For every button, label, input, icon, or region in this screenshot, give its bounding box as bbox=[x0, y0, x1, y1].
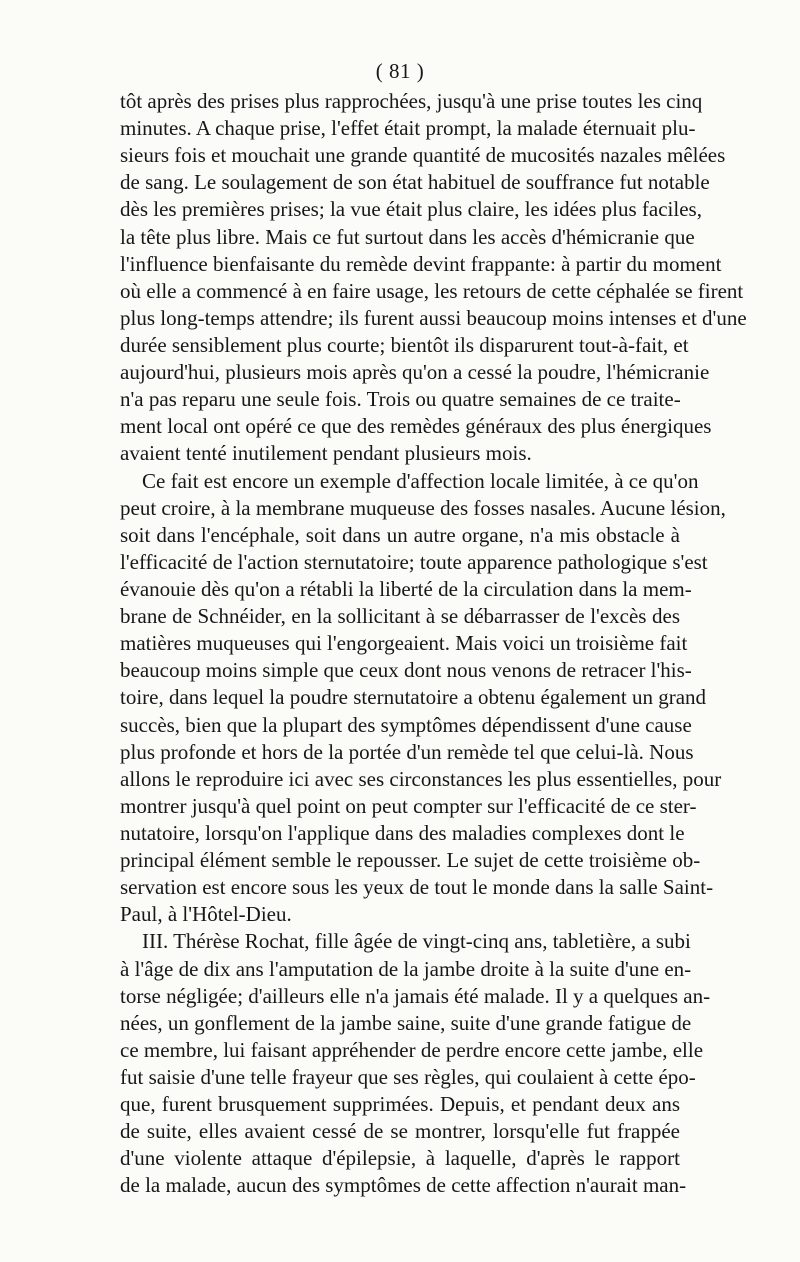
text-line: succès, bien que la plupart des symptômes dépendissent d'une cause bbox=[120, 712, 692, 737]
text-line: plus long-temps attendre; ils furent aussi beaucoup moins intenses et d'une bbox=[120, 305, 747, 330]
text-line: l'efficacité de l'action sternutatoire; toute apparence pathologique s'est bbox=[120, 549, 708, 574]
text-line: toire, dans lequel la poudre sternutatoire a obtenu également un grand bbox=[120, 685, 707, 710]
text-line: dès les premières prises; la vue était plus claire, les idées plus faciles, bbox=[120, 197, 702, 222]
text-line: III. Thérèse Rochat, fille âgée de vingt-cinq ans, tabletière, a subi bbox=[142, 929, 691, 954]
text-line: où elle a commencé à en faire usage, les retours de cette céphalée se firent bbox=[120, 278, 744, 303]
text-line: évanouie dès qu'on a rétabli la liberté de la circulation dans la mem- bbox=[120, 576, 692, 601]
text-line: peut croire, à la membrane muqueuse des fosses nasales. Aucune lésion, bbox=[120, 495, 726, 520]
text-line: beaucoup moins simple que ceux dont nous venons de retracer l'his- bbox=[120, 658, 692, 683]
text-line: que, furent brusquement supprimées. Depuis, et pendant deux ans bbox=[120, 1092, 680, 1117]
text-line: torse négligée; d'ailleurs elle n'a jamais été malade. Il y a quelques an- bbox=[120, 983, 711, 1008]
text-line: d'une violente attaque d'épilepsie, à laquelle, d'après le rapport bbox=[120, 1146, 680, 1171]
text-line: nutatoire, lorsqu'on l'applique dans des maladies complexes dont le bbox=[120, 820, 685, 845]
text-line: n'a pas reparu une seule fois. Trois ou quatre semaines de ce traite- bbox=[120, 387, 681, 412]
text-line: avaient tenté inutilement pendant plusieurs mois. bbox=[120, 441, 532, 466]
text-line: minutes. A chaque prise, l'effet était prompt, la malade éternuait plu- bbox=[120, 116, 696, 141]
text-line: de la malade, aucun des symptômes de cette affection n'aurait man- bbox=[120, 1173, 687, 1198]
text-line: l'influence bienfaisante du remède devint frappante: à partir du moment bbox=[120, 251, 722, 276]
text-line: aujourd'hui, plusieurs mois après qu'on a cessé la poudre, l'hémicranie bbox=[120, 360, 710, 385]
text-line: de sang. Le soulagement de son état habituel de souffrance fut notable bbox=[120, 170, 710, 195]
text-line: matières muqueuses qui l'engorgeaient. Mais voici un troisième fait bbox=[120, 631, 688, 656]
text-line: Paul, à l'Hôtel-Dieu. bbox=[120, 902, 292, 927]
text-line: brane de Schnéider, en la sollicitant à se débarrasser de l'excès des bbox=[120, 604, 680, 629]
text-line: montrer jusqu'à quel point on peut compter sur l'efficacité de ce ster- bbox=[120, 793, 697, 818]
text-line: fut saisie d'une telle frayeur que ses règles, qui coulaient à cette épo- bbox=[120, 1064, 696, 1089]
text-line: servation est encore sous les yeux de tout le monde dans la salle Saint- bbox=[120, 875, 714, 900]
text-line: allons le reproduire ici avec ses circonstances les plus essentielles, pour bbox=[120, 766, 722, 791]
page-number: ( 81 ) bbox=[375, 59, 425, 83]
text-line: Ce fait est encore un exemple d'affection locale limitée, à ce qu'on bbox=[142, 468, 699, 493]
body-text bbox=[120, 88, 747, 1199]
text-line: ment local ont opéré ce que des remèdes généraux des plus énergiques bbox=[120, 414, 712, 439]
text-line: à l'âge de dix ans l'amputation de la jambe droite à la suite d'une en- bbox=[120, 956, 692, 981]
text-line: tôt après des prises plus rapprochées, jusqu'à une prise toutes les cinq bbox=[120, 89, 703, 113]
text-line: nées, un gonflement de la jambe saine, suite d'une grande fatigue de bbox=[120, 1010, 692, 1035]
text-line: durée sensiblement plus courte; bientôt ils disparurent tout-à-fait, et bbox=[120, 332, 689, 357]
text-line: la tête plus libre. Mais ce fut surtout dans les accès d'hémicranie que bbox=[120, 224, 695, 249]
text-line: ce membre, lui faisant appréhender de perdre encore cette jambe, elle bbox=[120, 1037, 704, 1062]
text-line: principal élément semble le repousser. Le sujet de cette troisième ob- bbox=[120, 848, 701, 873]
text-line: de suite, elles avaient cessé de se montrer, lorsqu'elle fut frappée bbox=[120, 1119, 680, 1144]
text-line: soit dans l'encéphale, soit dans un autre organe, n'a mis obstacle à bbox=[120, 522, 680, 547]
text-line: plus profonde et hors de la portée d'un remède tel que celui-là. Nous bbox=[120, 739, 694, 764]
text-line: sieurs fois et mouchait une grande quantité de mucosités nazales mêlées bbox=[120, 143, 726, 168]
